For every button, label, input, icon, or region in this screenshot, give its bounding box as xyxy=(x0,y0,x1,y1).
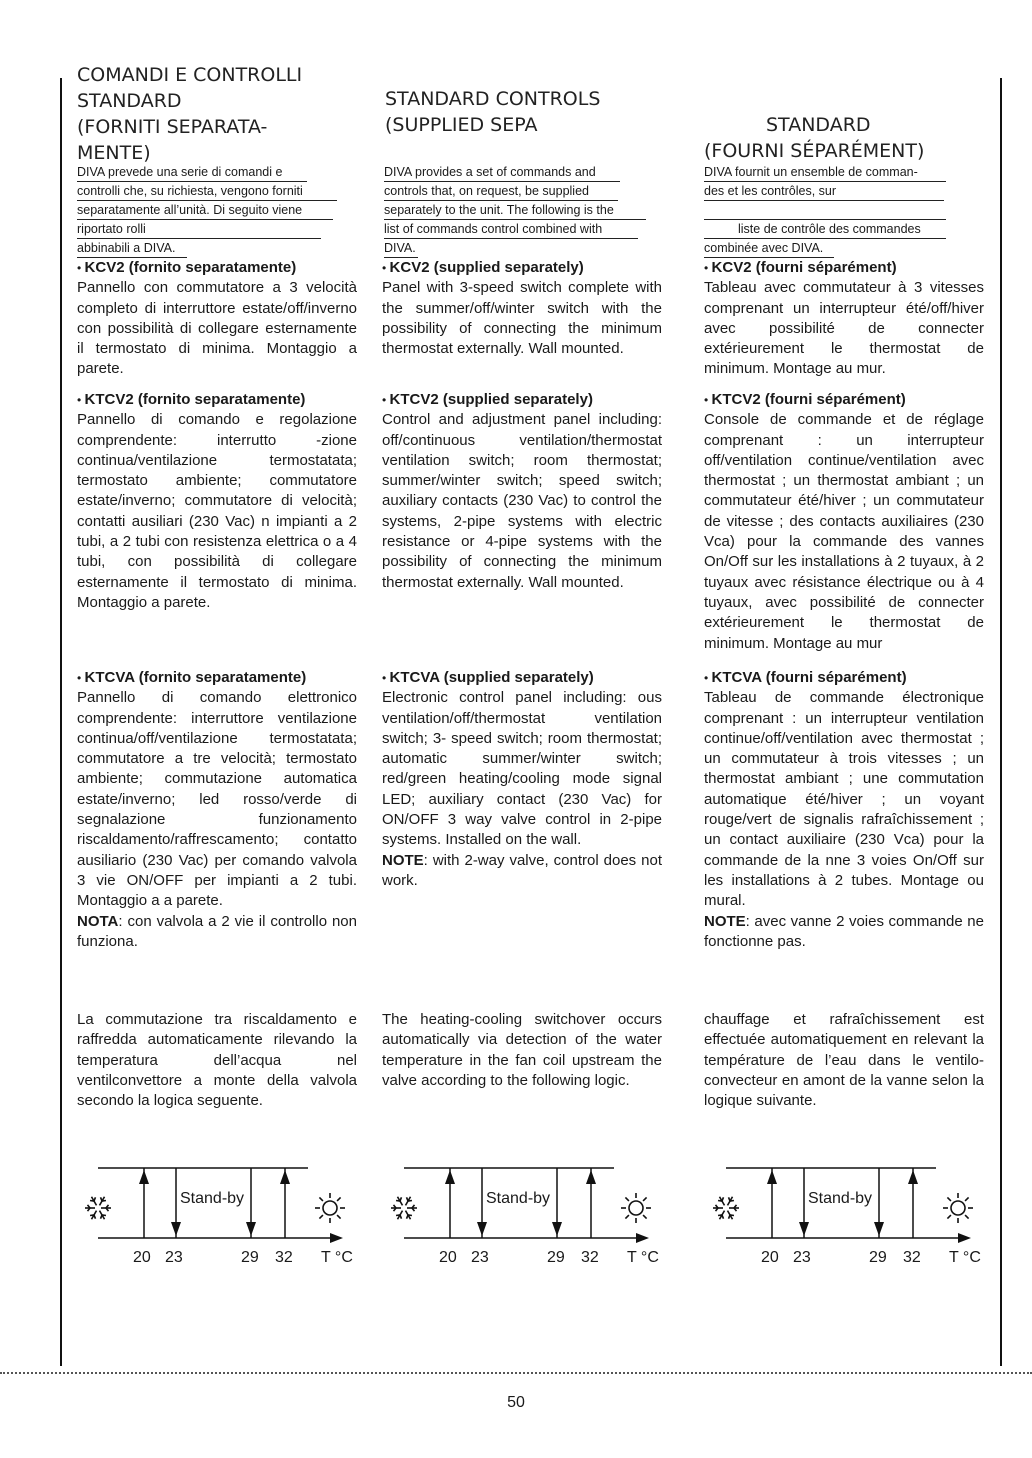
logic-text: The heating-cooling switchover occurs automatically via detection of the water temperature in the fan coil upstream the valve according to the following logic. xyxy=(382,1011,662,1089)
section-kcv2 xyxy=(382,258,662,359)
axis-arrowhead xyxy=(330,1233,343,1243)
section-kcv2 xyxy=(77,258,357,380)
section-heading: • KTCVA (fornito separatamente) xyxy=(77,668,357,688)
tick-label: 29 xyxy=(241,1249,259,1266)
intro-text: DIVA prevede una serie di comandi e controlli che, su richiesta, vengono forniti separatamente all’unità. Di seguito viene riportato rolli abbinabili a DIVA. xyxy=(77,163,339,258)
switchover-diagram xyxy=(78,1160,363,1270)
tick-label: 29 xyxy=(547,1249,565,1266)
tick-label: 23 xyxy=(165,1249,183,1266)
tick-label: 29 xyxy=(869,1249,887,1266)
standby-label: Stand-by xyxy=(180,1190,245,1207)
section-ktcva xyxy=(77,668,357,952)
axis-label: T °C xyxy=(627,1249,659,1266)
intro-text: DIVA provides a set of commands and controls that, on request, be supplied separately to the unit. The following is the list of commands control combined with DIVA. xyxy=(384,163,650,258)
page-number: 50 xyxy=(507,1394,525,1411)
tick-label: 23 xyxy=(793,1249,811,1266)
down-arrow xyxy=(246,1222,256,1236)
section-body: Tableau avec commutateur à 3 vitesses comprenant un interrupteur été/off/hiver avec possibilité de connecter extérieurement le thermostat de minimum. Montage au mur. xyxy=(704,279,984,378)
standby-label: Stand-by xyxy=(486,1190,551,1207)
up-arrow xyxy=(139,1170,149,1184)
note-label: NOTE xyxy=(382,851,424,869)
tick-label: 32 xyxy=(581,1249,599,1266)
column-title: COMANDI E CONTROLLI STANDARD (FORNITI SEPARATA- MENTE) xyxy=(77,64,303,164)
note-text: : avec vanne 2 voies commande ne fonctionne pas. xyxy=(704,912,984,950)
tick-label: 32 xyxy=(903,1249,921,1266)
section-ktcv2 xyxy=(704,390,984,654)
section-body: Electronic control panel including: ous ventilation/off/thermostat ventilation switch; 3- speed switch; room thermostat; automatic summer/winter switch; red/green heating/cooling mode signal LED; auxiliary contact (230 Vac) for ON/OFF 3 way valve control in 2-pipe systems. Installed on the wall. xyxy=(382,689,662,849)
section-heading: • KCV2 (fornito separatamente) xyxy=(77,258,357,278)
snowflake-icon xyxy=(713,1197,739,1220)
page-separator xyxy=(0,1372,1032,1374)
snowflake-icon xyxy=(85,1197,111,1220)
down-arrow xyxy=(171,1222,181,1236)
section-heading: • KCV2 (fourni séparément) xyxy=(704,258,984,278)
note-label: NOTA xyxy=(77,912,119,930)
section-body: Tableau de commande électronique comprenant : un interrupteur ventilation continue/off/ventilation avec thermostat ; un commutateur à trois vitesses ; un thermostat ambiant ; une commutation automatique été/hiver ; un voyant rouge/vert de signalis rafraîchissement ; un contact auxiliaire (230 Vca) pour la commande de la nne 3 voies On/Off sur les installations à 2 tubes. Montage ou mural. xyxy=(704,689,984,910)
switchover-diagram xyxy=(706,1160,991,1270)
section-heading: • KTCV2 (supplied separately) xyxy=(382,390,662,410)
section-heading: • KTCV2 (fornito separatamente) xyxy=(77,390,357,410)
section-body: Control and adjustment panel including: off/continuous ventilation/thermostat ventilation switch; room thermostat; summer/winter switch; speed switch; auxiliary contacts (230 Vac) to control the systems, 2-pipe systems with electric resistance or 4-pipe systems with the possibility of connecting the minimum thermostat externally. Wall mounted. xyxy=(382,411,662,591)
down-arrow xyxy=(874,1222,884,1236)
note-label: NOTE xyxy=(704,912,746,930)
sun-icon xyxy=(943,1193,973,1223)
intro-text: DIVA fournit un ensemble de comman- des et les contrôles, sur liste de contrôle des commandes combinée avec DIVA. xyxy=(704,163,954,258)
up-arrow xyxy=(767,1170,777,1184)
sun-icon xyxy=(315,1193,345,1223)
section-ktcva xyxy=(382,668,662,891)
tick-label: 20 xyxy=(439,1249,457,1266)
right-rule xyxy=(1000,78,1002,1366)
up-arrow xyxy=(445,1170,455,1184)
logic-text: La commutazione tra riscaldamento e raffredda automaticamente rilevando la temperatura dell’acqua nel ventilconvettore a monte della valvola secondo la logica seguente. xyxy=(77,1011,357,1110)
axis-arrowhead xyxy=(958,1233,971,1243)
up-arrow xyxy=(908,1170,918,1184)
tick-label: 20 xyxy=(133,1249,151,1266)
axis-label: T °C xyxy=(321,1249,353,1266)
section-kcv2 xyxy=(704,258,984,380)
section-body: Pannello di comando elettronico comprendente: interruttore ventilazione continua/off/ventilazione termostatata; commutatore a tre velocità; termostato ambiente; commutazione automatica estate/inverno; led rosso/verde di segnalazione funzionamento riscaldamento/raffrescamento; contatto ausiliario (230 Vac) per comando valvola 3 vie ON/OFF per impianti a 2 tubi. Montaggio a a parete. xyxy=(77,689,357,910)
switchover-diagram xyxy=(384,1160,669,1270)
down-arrow xyxy=(799,1222,809,1236)
section-ktcva xyxy=(704,668,984,952)
axis-label: T °C xyxy=(949,1249,981,1266)
note-text: : con valvola a 2 vie il controllo non funziona. xyxy=(77,912,357,950)
column-title: STANDARD CONTROLS (SUPPLIED SEPA xyxy=(385,88,601,136)
section-heading: • KCV2 (supplied separately) xyxy=(382,258,662,278)
left-rule-lower xyxy=(60,666,62,1366)
sun-icon xyxy=(621,1193,651,1223)
section-heading: • KTCV2 (fourni séparément) xyxy=(704,390,984,410)
section-heading: • KTCVA (supplied separately) xyxy=(382,668,662,688)
logic-text: chauffage et rafraîchissement est effectuée automatiquement en relevant la température de l’eau dans le ventilo- convecteur en amont de la vanne selon la logique suivante. xyxy=(704,1011,984,1110)
section-body: Pannello con commutatore a 3 velocità completo di interruttore estate/off/inverno con possibilità di collegare esternamente il termostato di minima. Montaggio a parete. xyxy=(77,279,357,378)
section-body: Console de commande et de réglage comprenant : un interrupteur off/ventilation continue/ventilation avec thermostat ; un thermostat ambiant ; un commutateur été/hiver ; un commutateur de vitesse ; des contacts auxiliaires (230 Vca) pour la commande des vannes On/Off sur les installations à 2 tuyaux, à 2 tuyaux avec résistance électrique ou à 4 tuyaux, avec possibilité de connecter extérieurement le thermostat de minimum. Montage au mur xyxy=(704,411,984,652)
axis-arrowhead xyxy=(636,1233,649,1243)
section-body: Panel with 3-speed switch complete with the summer/off/winter switch with the possibility of connecting the minimum thermostat externally. Wall mounted. xyxy=(382,279,662,358)
section-heading: • KTCVA (fourni séparément) xyxy=(704,668,984,688)
left-rule xyxy=(60,78,62,666)
snowflake-icon xyxy=(391,1197,417,1220)
standby-label: Stand-by xyxy=(808,1190,873,1207)
section-ktcv2 xyxy=(77,390,357,613)
section-body: Pannello di comando e regolazione comprendente: interrutto -zione continua/ventilazione termostatata; termostato ambiente; commutatore estate/inverno; commutatore di velocità; contatti ausiliari (230 Vac) n impianti a 2 tubi, a 2 tubi con resistenza elettrica o a 4 tubi, con possibilità di collegare esternamente il termostato di minima. Montaggio a parete. xyxy=(77,411,357,611)
section-ktcv2 xyxy=(382,390,662,593)
down-arrow xyxy=(552,1222,562,1236)
down-arrow xyxy=(477,1222,487,1236)
note-text: : with 2-way valve, control does not work. xyxy=(382,851,662,889)
tick-label: 20 xyxy=(761,1249,779,1266)
tick-label: 32 xyxy=(275,1249,293,1266)
column-title: STANDARD (FOURNI SÉPARÉMENT) xyxy=(704,114,925,162)
up-arrow xyxy=(280,1170,290,1184)
tick-label: 23 xyxy=(471,1249,489,1266)
up-arrow xyxy=(586,1170,596,1184)
